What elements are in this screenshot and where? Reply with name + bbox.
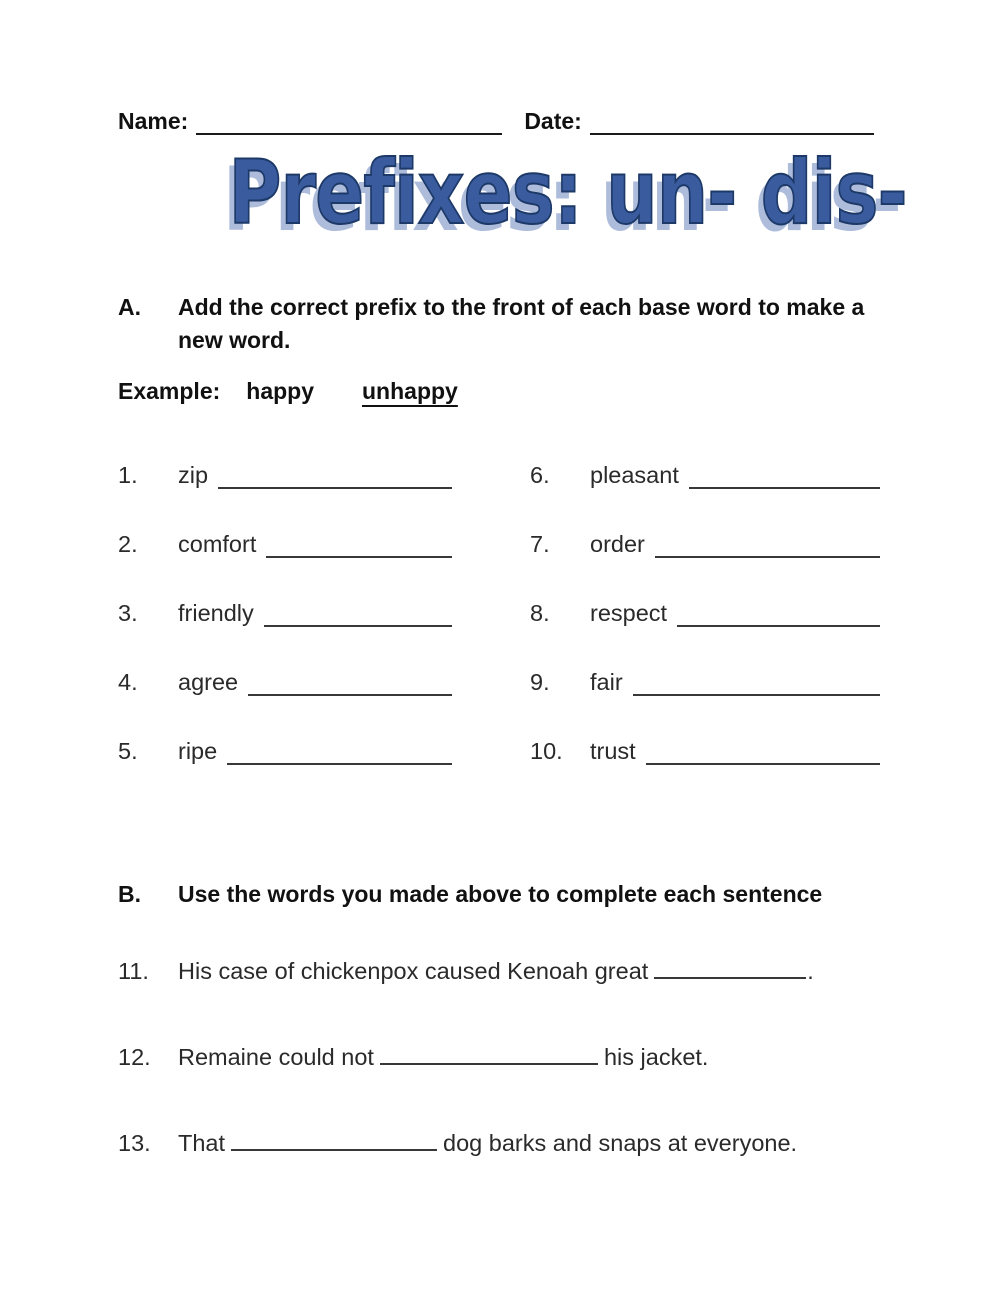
- example-answer-word: unhappy: [362, 378, 458, 405]
- item-base-word: order: [590, 531, 645, 558]
- date-label: Date:: [524, 108, 582, 134]
- sentence-number: 11.: [118, 957, 149, 984]
- word-item-5: [118, 733, 452, 765]
- example-row: [118, 378, 880, 405]
- name-blank-line: [196, 111, 502, 135]
- title-wrap: [154, 137, 916, 255]
- answer-blank-line: [677, 601, 880, 627]
- item-base-word: fair: [590, 669, 623, 696]
- item-number: 10.: [530, 738, 563, 765]
- sentence-blank-line: [380, 1041, 598, 1065]
- word-item-7: [530, 526, 880, 558]
- sentence-text-after: dog barks and snaps at everyone.: [443, 1129, 798, 1156]
- word-item-3: [118, 595, 452, 627]
- answer-blank-line: [646, 739, 880, 765]
- word-item-4: [118, 664, 452, 696]
- sentence-item-13: [118, 1127, 880, 1169]
- word-item-1: [118, 457, 452, 489]
- section-b-heading: [118, 878, 880, 911]
- item-base-word: trust: [590, 738, 636, 765]
- answer-blank-line: [655, 532, 880, 558]
- word-item-9: [530, 664, 880, 696]
- word-item-6: [530, 457, 880, 489]
- section-b-letter: B.: [118, 881, 141, 908]
- item-number: 9.: [530, 669, 550, 696]
- sentence-text-after: .: [807, 957, 814, 984]
- items-column-left: [118, 457, 452, 802]
- item-base-word: friendly: [178, 600, 254, 627]
- sentence-text-before: His case of chickenpox caused Kenoah great: [178, 957, 649, 984]
- item-base-word: comfort: [178, 531, 257, 558]
- sentence-number: 12.: [118, 1043, 151, 1070]
- answer-blank-line: [264, 601, 452, 627]
- sentence-items: [118, 955, 880, 1169]
- word-item-8: [530, 595, 880, 627]
- name-date-row: [118, 108, 880, 135]
- item-base-word: agree: [178, 669, 239, 696]
- item-base-word: respect: [590, 600, 668, 627]
- answer-blank-line: [633, 670, 880, 696]
- sentence-item-12: [118, 1041, 880, 1083]
- sentence-blank-line: [231, 1127, 437, 1151]
- item-number: 7.: [530, 531, 550, 558]
- answer-blank-line: [218, 463, 452, 489]
- sentence-text-before: Remaine could not: [178, 1043, 374, 1070]
- item-number: 3.: [118, 600, 138, 627]
- item-number: 8.: [530, 600, 550, 627]
- name-label: Name:: [118, 108, 189, 134]
- word-item-10: [530, 733, 880, 765]
- sentence-text-after: his jacket.: [603, 1043, 709, 1070]
- sentence-item-11: [118, 955, 880, 997]
- item-number: 4.: [118, 669, 138, 696]
- item-number: 5.: [118, 738, 138, 765]
- word-item-2: [118, 526, 452, 558]
- item-base-word: ripe: [178, 738, 218, 765]
- section-b-instruction: Use the words you made above to complete each sentence: [178, 881, 823, 908]
- item-number: 2.: [118, 531, 138, 558]
- answer-blank-line: [248, 670, 452, 696]
- page-title: Prefixes: un- dis-: [228, 141, 907, 244]
- section-a-heading: [118, 291, 880, 356]
- answer-blank-line: [266, 532, 452, 558]
- sentence-blank-line: [654, 955, 806, 979]
- item-base-word: zip: [178, 462, 209, 489]
- item-number: 1.: [118, 462, 138, 489]
- item-number: 6.: [530, 462, 550, 489]
- answer-blank-line: [227, 739, 452, 765]
- section-a-letter: A.: [118, 294, 141, 320]
- items-column-right: [530, 457, 880, 802]
- sentence-text-before: That: [178, 1129, 226, 1156]
- section-a-instruction: Add the correct prefix to the front of each base word to make a new word.: [178, 294, 865, 353]
- date-blank-line: [590, 111, 874, 135]
- word-items-grid: [118, 457, 880, 802]
- example-base-word: happy: [246, 378, 314, 405]
- answer-blank-line: [689, 463, 880, 489]
- example-label: Example:: [118, 378, 221, 405]
- sentence-number: 13.: [118, 1129, 151, 1156]
- item-base-word: pleasant: [590, 462, 679, 489]
